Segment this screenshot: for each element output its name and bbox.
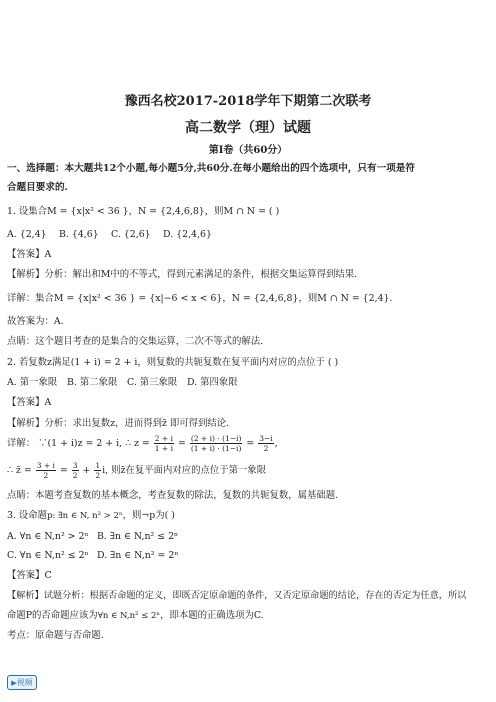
q2-fraction-4-den: 2 xyxy=(43,471,49,480)
q2-options xyxy=(7,377,488,389)
q2-detail-prefix: 详解： ∵(1 + i)z = 2 + i, ∴ z = xyxy=(7,438,150,449)
q2-fraction-6-den: 2 xyxy=(95,471,101,480)
section-heading-line1: 一、选择题：本大题共12个小题,每小题5分,共60分.在每小题给出的四个选项中，只有一项是符 xyxy=(7,163,415,174)
q3-options-cd xyxy=(7,550,488,562)
q3-stem xyxy=(7,510,488,522)
q1-detail-prefix: 详解：集合 xyxy=(7,293,54,304)
q2-eq-3: = xyxy=(59,465,68,476)
q2-end-comma: , xyxy=(274,438,278,449)
q2-option-c: C. 第三象限 xyxy=(127,377,178,388)
q3-option-b: B. ∃n ∈ N,n² ≤ 2ⁿ xyxy=(97,531,179,542)
q2-fraction-3-num: 3−i xyxy=(259,434,273,443)
q1-detail-math: M = {x|x² < 36 } = {x|−6 < x < 6}，N = {2,4,6,8}，则M ∩ N = {2,4}. xyxy=(53,293,393,304)
q2-conj-suffix: i, 则z̄在复平面内对应的点位于第一象限 xyxy=(102,465,267,476)
exam-subtitle: 高二数学（理）试题 xyxy=(185,120,311,136)
q2-fraction-5-num: 3 xyxy=(72,461,78,470)
q3-analysis2-prefix: 命题P的否命题应该为 xyxy=(7,610,98,621)
q3-options-ab xyxy=(7,531,488,543)
q2-detail xyxy=(7,434,488,454)
exam-title: 豫西名校2017-2018学年下期第二次联考 xyxy=(124,94,372,109)
q3-kaodian: 考点：原命题与否命题. xyxy=(7,630,104,641)
q3-option-a: A. ∀n ∈ N,n² > 2ⁿ xyxy=(7,531,89,542)
q1-option-b: B. {4,6} xyxy=(59,229,99,240)
q3-stem-suffix: ，则¬p为( ) xyxy=(122,510,175,521)
q2-option-b: B. 第二象限 xyxy=(67,377,118,388)
q3-option-d: D. ∃n ∈ N,n² = 2ⁿ xyxy=(97,550,179,561)
q1-set-n: ，N = {2,4,6,8}，则M ∩ N = ( ) xyxy=(128,206,280,217)
q1-option-c: C. {2,6} xyxy=(111,229,151,240)
q2-stem: 2. 若复数z满足(1 + i) = 2 + i，则复数的共轭复数在复平面内对应的点位于 ( ) xyxy=(7,357,339,368)
q3-stem-math: p: ∃n ∈ N, n² > 2ⁿ xyxy=(47,511,123,521)
q3-analysis: 【解析】试题分析：根据否命题的定义，即既否定原命题的条件，又否定原命题的结论，存在的否定为任意，所以 xyxy=(7,590,467,601)
q2-option-d: D. 第四象限 xyxy=(187,377,238,388)
q1-analysis: 【解析】分析：解出和M中的不等式，得到元素满足的条件，根据交集运算得到结果. xyxy=(7,269,358,280)
q2-fraction-4-num: 3 + i xyxy=(36,461,55,470)
q2-fraction-5-den: 2 xyxy=(72,471,78,480)
play-icon: ▶ xyxy=(11,679,17,687)
q2-analysis: 【解析】分析：求出复数z，进而得到z̄ 即可得到结论. xyxy=(7,418,230,429)
q1-stem-prefix: 1. 设集合 xyxy=(7,206,48,217)
q3-answer: 【答案】C xyxy=(7,570,52,581)
video-button[interactable] xyxy=(7,675,37,690)
q2-fraction-3 xyxy=(258,434,273,453)
q1-option-a: A. {2,4} xyxy=(7,229,47,240)
video-label: 视频 xyxy=(16,678,33,687)
q2-fraction-6-num: 1 xyxy=(95,461,101,470)
volume-heading: 第I卷（共60分） xyxy=(208,145,288,156)
q2-eq-2: = xyxy=(246,438,255,449)
q3-analysis-2 xyxy=(7,610,488,622)
q2-eq-1: = xyxy=(178,438,186,449)
q2-option-a: A. 第一象限 xyxy=(7,377,58,388)
q1-conclusion: 故答案为：A. xyxy=(7,316,64,327)
q3-analysis2-suffix: ，即本题的正确选项为C. xyxy=(160,610,264,621)
q3-option-c: C. ∀n ∈ N,n² ≤ 2ⁿ xyxy=(7,550,89,561)
q2-fraction-2 xyxy=(190,434,243,453)
q2-fraction-3-den: 2 xyxy=(263,444,269,453)
section-heading-line2: 合题目要求的. xyxy=(7,182,68,193)
q2-answer: 【答案】A xyxy=(7,397,52,408)
q1-answer: 【答案】A xyxy=(7,249,52,260)
q2-comment: 点睛：本题考查复数的基本概念，考查复数的除法，复数的共轭复数，属基础题. xyxy=(7,490,339,501)
q2-conj-prefix: ∴ z̄ = xyxy=(7,465,32,476)
q2-plus: + xyxy=(82,465,91,476)
q2-fraction-2-den: (1 + i) · (1−i) xyxy=(190,444,242,453)
q1-detail xyxy=(7,293,488,305)
q2-fraction-1-den: 1 + i xyxy=(154,444,174,453)
q1-option-d: D. {2,4,6} xyxy=(163,229,212,240)
q3-stem-prefix: 3. 设命题 xyxy=(7,510,48,521)
q2-fraction-6 xyxy=(94,461,101,480)
q2-fraction-1-num: 2 + i xyxy=(154,434,174,443)
q2-fraction-2-num: (2 + i) · (1−i) xyxy=(190,434,242,443)
q1-set-m: M = {x|x² < 36 } xyxy=(47,206,129,217)
q2-conjugate-line xyxy=(7,461,488,481)
q1-stem xyxy=(7,206,488,218)
q3-analysis2-math: ∀n ∈ N,n² ≤ 2ⁿ xyxy=(97,611,161,621)
q1-options xyxy=(7,229,488,241)
q2-fraction-4 xyxy=(36,461,56,480)
q2-fraction-5 xyxy=(72,461,79,480)
q2-fraction-1 xyxy=(154,434,174,453)
q1-comment: 点睛：这个题目考查的是集合的交集运算，二次不等式的解法. xyxy=(7,336,264,347)
